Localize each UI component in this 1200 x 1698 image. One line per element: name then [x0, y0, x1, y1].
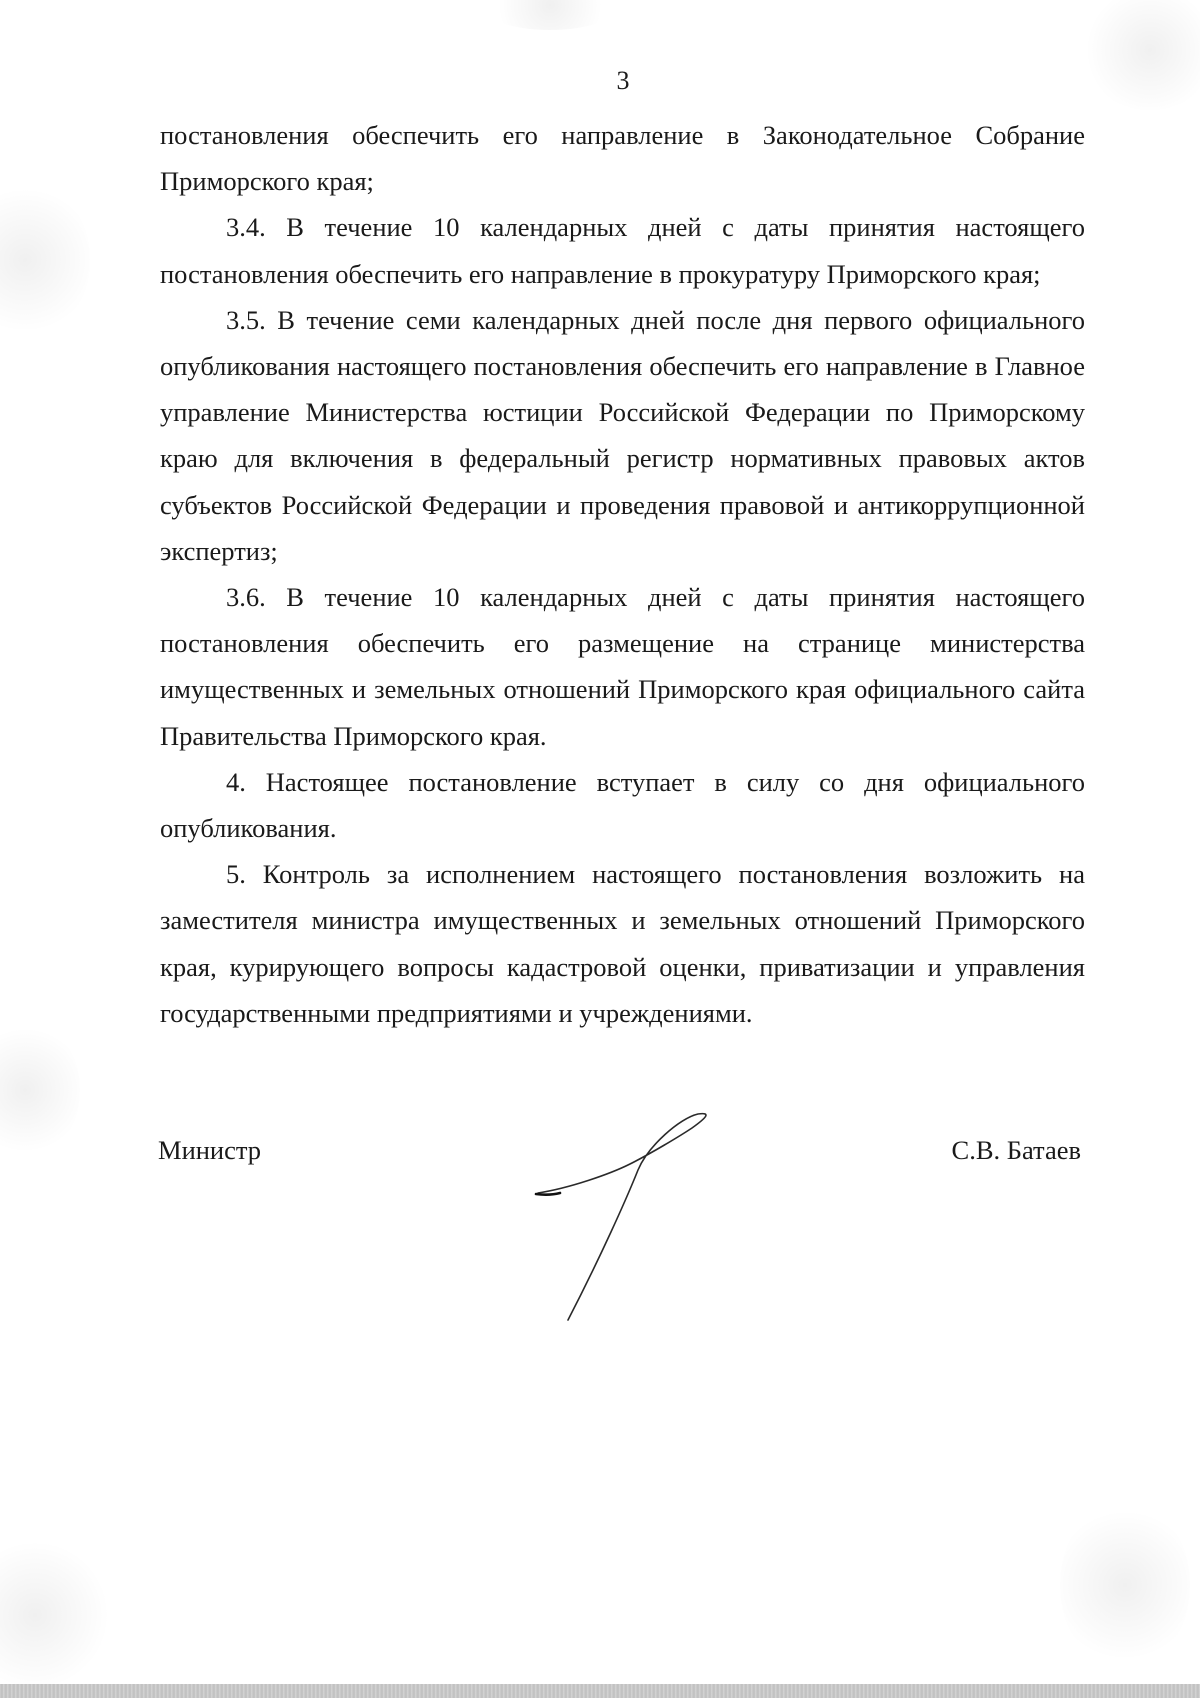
scan-speckle: [0, 180, 90, 340]
paragraph-3-5: 3.5. В течение семи календарных дней после дня первого официального опубликования настоящего постановления обеспечить его направление в Главное управление Министерства юстиции Российской Федерации по Приморскому краю для включения в федеральный регистр нормативных правовых актов субъектов Российской Федерации и проведения правовой и антикоррупционной экспертиз;: [160, 304, 1085, 566]
paragraph-3-6: 3.6. В течение 10 календарных дней с даты принятия настоящего постановления обеспечить его размещение на странице министерства имущественных и земельных отношений Приморского края официального сайта Правительства Приморского края.: [160, 582, 1085, 751]
page-number: 3: [616, 66, 630, 95]
paragraph-4: 4. Настоящее постановление вступает в силу со дня официального опубликования.: [160, 766, 1085, 844]
paragraph-3-4: 3.4. В течение 10 календарных дней с даты принятия настоящего постановления обеспечить его направление в прокуратуру Приморского края;: [160, 212, 1085, 289]
paragraph-continuation: постановления обеспечить его направление в Законодательное Собрание Приморского края;: [160, 120, 1085, 197]
scan-speckle: [0, 1540, 110, 1690]
scan-speckle: [0, 1020, 80, 1160]
scan-bottom-edge: [0, 1684, 1200, 1698]
document-body: [160, 112, 1085, 1036]
handwritten-signature: [530, 1108, 730, 1328]
paragraph-5: 5. Контроль за исполнением настоящего постановления возложить на заместителя министра имущественных и земельных отношений Приморского края, курирующего вопросы кадастровой оценки, приватизации и управления государственными предприятиями и учреждениями.: [160, 859, 1085, 1028]
signatory-position: Министр: [158, 1135, 262, 1165]
scan-speckle: [480, 0, 620, 30]
scan-speckle: [1060, 1500, 1190, 1670]
signatory-name: С.В. Батаев: [951, 1135, 1081, 1165]
